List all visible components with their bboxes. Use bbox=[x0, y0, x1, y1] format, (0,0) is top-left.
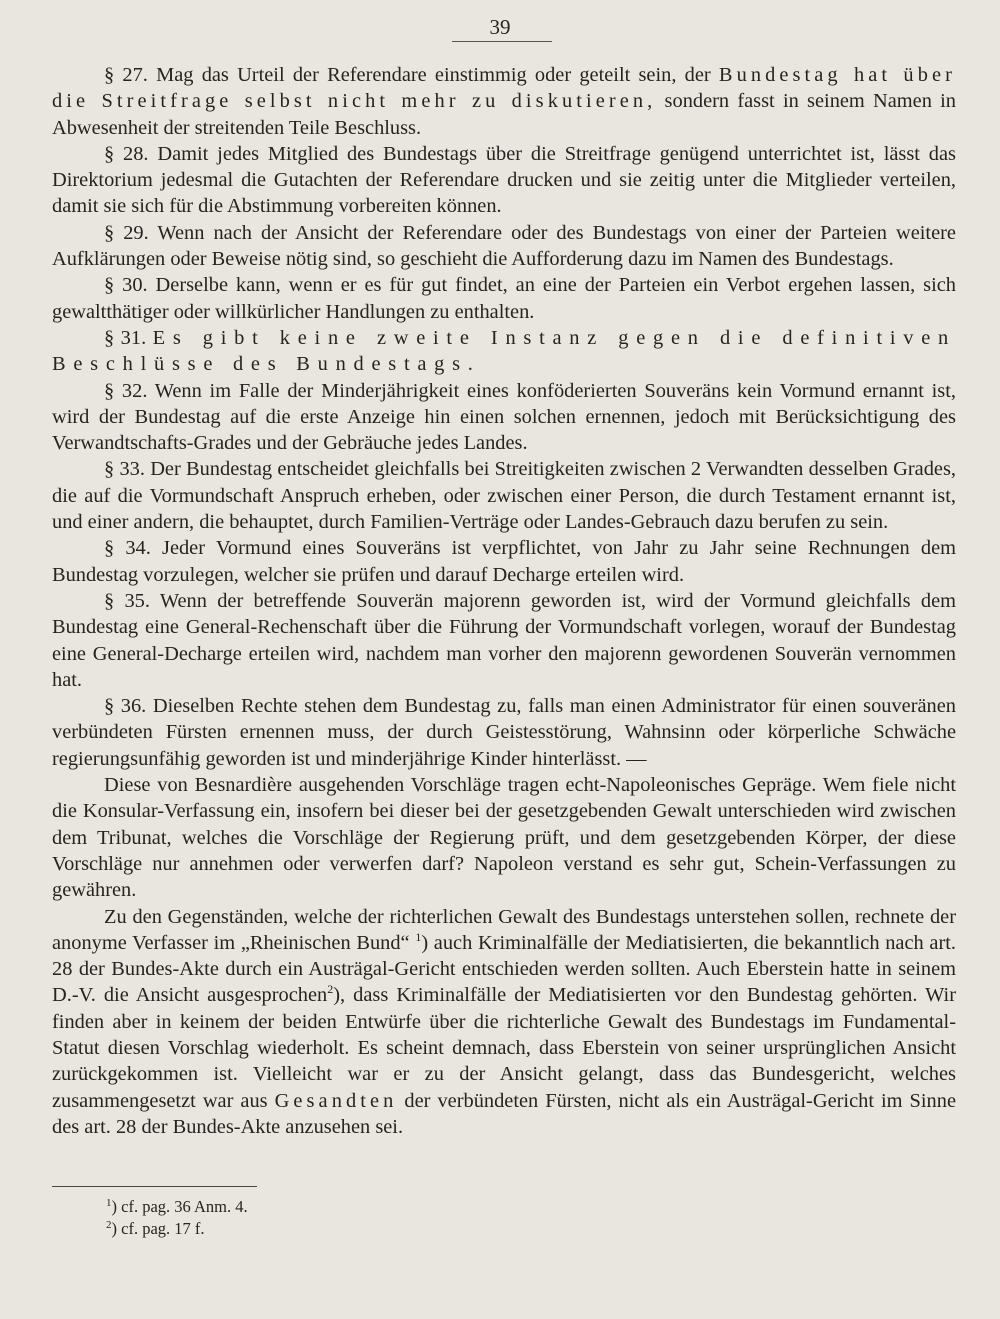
spaced-emphasis: Es gibt keine zweite Instanz gegen die definitiven Beschlüsse des Bundestags. bbox=[52, 326, 956, 376]
paragraph-36: § 36. Dieselben Rechte stehen dem Bundestag zu, falls man einen Administrator für einen souveränen verbündeten Fürsten ernennen muss, der durch Geistesstörung, Wahnsinn oder körperliche Schwäche regierungsunfähig geworden ist und minderjährige Kinder hinterlässt. — bbox=[52, 695, 956, 770]
footnote-rule bbox=[52, 1186, 257, 1187]
footnote-ref-2: 2 bbox=[327, 982, 334, 997]
page-number-rule bbox=[452, 41, 552, 42]
paragraph-commentary: Diese von Besnardière ausgehenden Vorschläge tragen echt-Napoleonisches Gepräge. Wem fiele nicht die Konsular-Verfassung ein, insofern bei dieser bei der gesetzgebenden Gewalt unterschieden wird zwischen dem Tribunat, welches die Vorschläge der Regierung prüft, und dem gesetzgebenden Körper, der diese Vorschläge nur annehmen oder verwerfen darf? Napoleon verstand es sehr gut, Schein-Verfassungen zu gewähren. bbox=[52, 774, 956, 902]
page-number: 39 bbox=[489, 15, 511, 39]
paragraph-35: § 35. Wenn der betreffende Souverän majorenn geworden ist, wird der Vormund gleichfalls dem Bundestag eine General-Rechenschaft über die Führung der Vormundschaft vorlegen, worauf der Bundestag eine General-Decharge erteilen wird, nachdem man vorher den majorenn gewordenen Souverän vernommen hat. bbox=[52, 589, 956, 691]
paragraph-31: § 31. Es gibt keine zweite Instanz gegen die definitiven Beschlüsse des Bundestags. bbox=[52, 326, 956, 376]
paragraph-30: § 30. Derselbe kann, wenn er es für gut findet, an eine der Parteien ein Verbot ergehen lassen, sich gewaltthätiger oder willkürlicher Handlungen zu enthalten. bbox=[52, 274, 956, 323]
paragraph-32: § 32. Wenn im Falle der Minderjährigkeit eines konföderierten Souveräns kein Vormund ernannt ist, wird der Bundestag auf die erste Anzeige hin einen solchen ernennen, jedoch mit Berücksichtigung des Verwandtschafts-Grades und der Gebräuche jedes Landes. bbox=[52, 379, 956, 455]
paragraph-jurisdiction: Zu den Gegenständen, welche der richterlichen Gewalt des Bundestags unterstehen sollen, rechnete der anonyme Verfasser im „Rheinischen Bund“ $^1$) auch Kriminalfälle der Mediatisierten, die bekanntlich nach art. 28 der Bundes-Akte durch ein Austrägal-Gericht entschieden werden sollten. Auch Eberstein hatte in seinem D.-V. die Ansicht ausgesprochen$^2$), dass Kriminalfälle der Mediatisierten vor den Bundestag gehörten. Wir finden aber in keinem der beiden Entwürfe über die richterliche Gewalt des Bundestags im Fundamental-Statut diesen Vorschlag wiederholt. Es scheint demnach, dass Eberstein von seiner ursprünglichen Ansicht zurückgekommen ist. Vielleicht war er zu der Ansicht gelangt, dass das Bundesgericht, welches zusammengesetzt war aus Gesandten der verbündeten Fürsten, nicht als ein Austrägal-Gericht im Sinne des art. 28 der Bundes-Akte anzusehen sei. bbox=[52, 905, 956, 1138]
paragraph-33: § 33. Der Bundestag entscheidet gleichfalls bei Streitigkeiten zwischen 2 Verwandten desselben Grades, die auf die Vormundschaft Anspruch erheben, oder zwischen einer Person, die durch Testament ernannt ist, und einer andern, die behauptet, durch Familien-Verträge oder Landes-Gebrauch dazu berufen zu sein. bbox=[52, 458, 956, 534]
paragraph-28: § 28. Damit jedes Mitglied des Bundestags über die Streitfrage genügend unterrichtet ist, lässt das Direktorium jedesmal die Gutachten der Referendare drucken und sie zeitig unter die Mitglieder verteilen, damit sie sich für die Abstimmung vorbereiten können. bbox=[52, 142, 956, 218]
footnote-ref-1: 1 bbox=[415, 929, 422, 944]
footnotes bbox=[106, 1196, 248, 1240]
footnote-2: $^2$) cf. pag. 17 f. bbox=[106, 1219, 205, 1238]
spaced-emphasis: Bundestag hat über die Streitfrage selbst nicht mehr zu diskutieren, bbox=[52, 64, 956, 113]
spaced-emphasis: Gesandten bbox=[274, 1089, 398, 1112]
main-text bbox=[52, 62, 956, 1140]
footnote-1: $^1$) cf. pag. 36 Anm. 4. bbox=[106, 1197, 248, 1216]
paragraph-29: § 29. Wenn nach der Ansicht der Referendare oder des Bundestags von einer der Parteien weitere Aufklärungen oder Beweise nötig sind, so geschieht die Aufforderung dazu im Namen des Bundestags. bbox=[52, 221, 956, 271]
paragraph-27: § 27. Mag das Urteil der Referendare einstimmig oder geteilt sein, der Bundestag hat über die Streitfrage selbst nicht mehr zu diskutieren, sondern fasst in seinem Namen in Abwesenheit der streitenden Teile Beschluss. bbox=[52, 64, 956, 139]
paragraph-34: § 34. Jeder Vormund eines Souveräns ist verpflichtet, von Jahr zu Jahr seine Rechnungen dem Bundestag vorzulegen, welcher sie prüfen und darauf Decharge erteilen wird. bbox=[52, 537, 956, 586]
